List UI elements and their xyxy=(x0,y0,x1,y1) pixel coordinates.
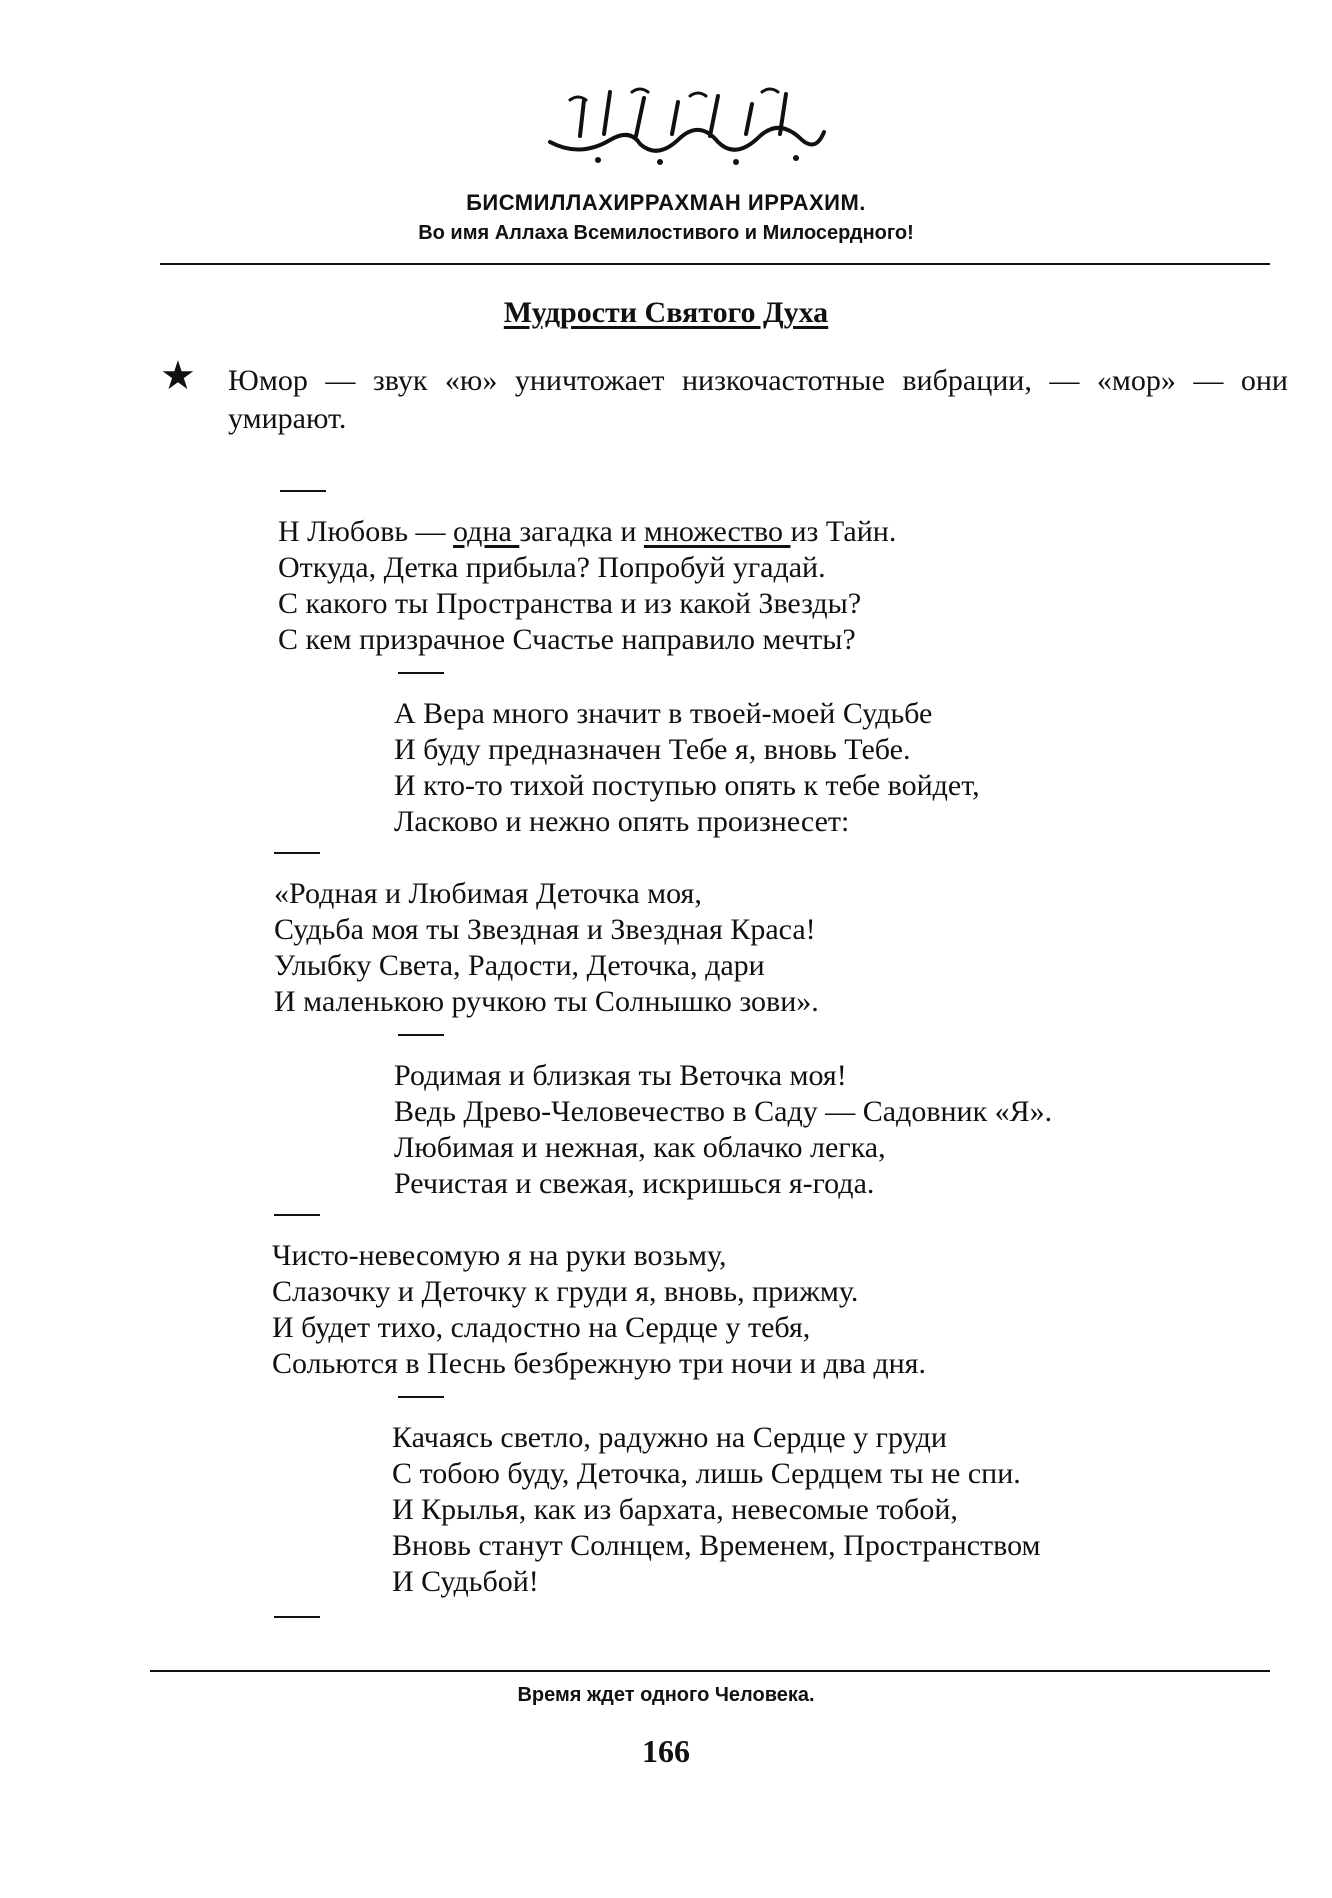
stanza-separator xyxy=(280,490,326,492)
poem-line: Сольются в Песнь безбрежную три ночи и два дня. xyxy=(272,1347,926,1380)
header-title: БИСМИЛЛАХИРРАХМАН ИРРАХИМ. xyxy=(466,190,866,215)
stanza-4 xyxy=(394,1058,1052,1202)
poem-line: Ласково и нежно опять произнесет: xyxy=(394,805,850,838)
poem-line: И Судьбой! xyxy=(392,1565,539,1598)
poem-line: Вновь станут Солнцем, Временем, Пространством xyxy=(392,1529,1041,1562)
poem-line: Чисто-невесомую я на руки возьму, xyxy=(272,1239,727,1272)
poem-line: Качаясь светло, радужно на Сердце у груди xyxy=(392,1421,947,1454)
poem-line: И Крылья, как из бархата, невесомые тобой, xyxy=(392,1493,958,1526)
stanza-2 xyxy=(394,696,980,840)
poem-line: И маленькою ручкою ты Солнышко зови». xyxy=(274,985,819,1018)
poem-line: Откуда, Детка прибыла? Попробуй угадай. xyxy=(278,551,826,584)
poem-line: С тобою буду, Деточка, лишь Сердцем ты не спи. xyxy=(392,1457,1021,1490)
poem-line: С кем призрачное Счастье направило мечты? xyxy=(278,623,856,656)
poem-line: Любимая и нежная, как облачко легка, xyxy=(394,1131,886,1164)
poem-line: И кто-то тихой поступью опять к тебе войдет, xyxy=(394,769,980,802)
poem-line: «Родная и Любимая Деточка моя, xyxy=(274,877,702,910)
page-number: 166 xyxy=(642,1733,690,1769)
poem-line: Слазочку и Деточку к груди я, вновь, прижму. xyxy=(272,1275,859,1308)
poem-line: Речистая и свежая, искришься я-года. xyxy=(394,1167,875,1200)
poem-line: Родимая и близкая ты Веточка моя! xyxy=(394,1059,847,1092)
poem-line: И будет тихо, сладостно на Сердце у тебя, xyxy=(272,1311,811,1344)
poem-line: Ведь Древо-Человечество в Саду — Садовник «Я». xyxy=(394,1095,1053,1128)
footer-divider xyxy=(150,1670,1270,1672)
intro-paragraph: Юмор — звук «ю» уничтожает низкочастотные вибрации, — «мор» — они умирают. xyxy=(228,364,1288,435)
poem-line: Н Любовь — одна загадка и множество из Тайн. xyxy=(278,515,897,548)
stanza-5 xyxy=(272,1238,926,1382)
poem-line: И буду предназначен Тебе я, вновь Тебе. xyxy=(394,733,911,766)
stanza-6 xyxy=(392,1420,1041,1600)
stanza-separator xyxy=(398,1034,444,1036)
header-subtitle: Во имя Аллаха Всемилостивого и Милосердного! xyxy=(418,222,914,244)
stanza-separator xyxy=(398,1396,444,1398)
poem-line: С какого ты Пространства и из какой Звезды? xyxy=(278,587,862,620)
poem-line: А Вера много значит в твоей-моей Судьбе xyxy=(394,697,933,730)
header-divider xyxy=(160,263,1270,265)
footer-text: Время ждет одного Человека. xyxy=(517,1684,815,1706)
basmala-calligraphy xyxy=(540,80,830,170)
stanza-separator xyxy=(398,672,444,674)
stanza-1 xyxy=(278,514,896,658)
stanza-separator xyxy=(274,1214,320,1216)
poem-line: Улыбку Света, Радости, Деточка, дари xyxy=(274,949,765,982)
star-icon: ★ xyxy=(160,353,196,398)
poem-line: Судьба моя ты Звездная и Звездная Краса! xyxy=(274,913,816,946)
stanza-separator xyxy=(274,1616,320,1618)
stanza-separator xyxy=(274,852,320,854)
section-title: Мудрости Святого Духа xyxy=(503,296,829,329)
stanza-3 xyxy=(274,876,819,1020)
